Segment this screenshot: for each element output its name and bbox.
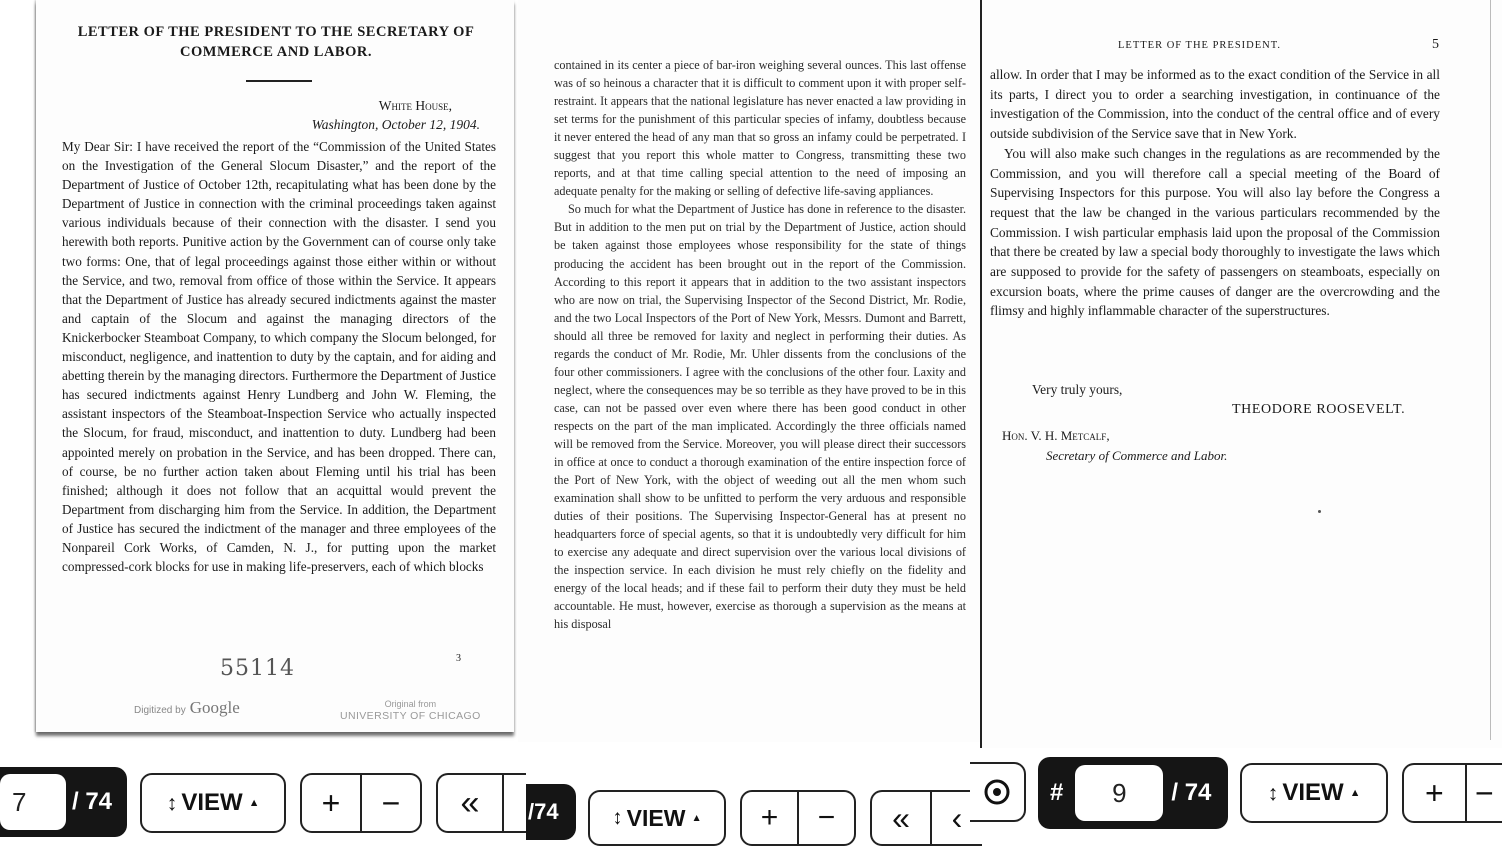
google-logo: Google [189, 698, 240, 717]
caret-up-icon: ▲ [691, 812, 702, 824]
original-source: UNIVERSITY OF CHICAGO [340, 710, 481, 722]
dateline-place: White House, [378, 98, 452, 113]
page-panel-middle [518, 0, 980, 852]
document-page [980, 0, 1502, 748]
view-label: VIEW [1282, 779, 1344, 806]
page-jump-group [436, 773, 526, 833]
hash-label: # [1050, 779, 1064, 806]
page-number: 5 [1432, 37, 1439, 52]
page-total: / 74 [1171, 779, 1212, 806]
first-page-button[interactable]: « [892, 799, 910, 836]
caret-up-icon: ▲ [1349, 787, 1361, 799]
first-page-button[interactable]: « [460, 783, 480, 822]
page-jump-group [870, 790, 982, 846]
updown-arrow-icon: ↕ [1267, 780, 1279, 805]
digitized-label: Digitized by [134, 705, 186, 716]
page-number-input[interactable] [1075, 765, 1163, 821]
zoom-in-button[interactable]: + [760, 801, 779, 834]
view-label: VIEW [181, 789, 243, 816]
view-label: VIEW [626, 804, 686, 831]
original-from-watermark [340, 698, 481, 722]
body-paragraph: So much for what the Department of Justice has done in reference to the disaster. But in addition to the men put on trial by the Department of Justice, action should be taken against those employees whose responsibility for the state of things producing the accident has been brought out in the report of the Commission. According to this report it appears that in addition to the two assistant inspectors who are now on trial, the Supervising Inspector of the Second District, Mr. Rodie, and the two Local Inspectors of the Port of New York, Messrs. Dumont and Barrett, should all three be removed for laxity and neglect in performing their duties. As regards the conduct of Mr. Rodie, Mr. Uhler dissents from the conclusions of the four other commissioners. I agree with the conclusions of the other four. Laxity and neglect, where the consequences may be so terrible as they have proved to be in this case, can not be passed over even where there has been good conduct in other respects on the part of the man implicated. Accordingly the three officials named will be removed from the Service. Moreover, you will please direct their successors in office at once to conduct a thorough examination of the entire inspection force of the Port of New York, with the object of weeding out all the men whom such examination shall show to be unfitted to perform the very arduous and responsible duties of their positions. The Supervising Inspector-General has at present no headquarters force of special agents, so that it is undoubtedly very difficult for him to exercise any adequate and direct supervision over the various local divisions of the inspection service. In each division he must rely chiefly on the fidelity and energy of the local heads; and if these fail to perform their duty they must be held accountable. He must, however, exercise as thorough a supervision as the means at his disposal [554, 202, 966, 632]
updown-arrow-icon: ↕ [612, 806, 623, 829]
page-number-input[interactable] [0, 774, 66, 830]
prev-page-button[interactable]: ‹ [930, 792, 982, 844]
page-navigator [526, 784, 576, 840]
updown-arrow-icon: ↕ [166, 790, 178, 815]
title-rule [246, 80, 312, 82]
page-number: 3 [456, 653, 461, 664]
prev-page-button[interactable] [502, 775, 524, 831]
zoom-in-button[interactable]: + [321, 784, 341, 821]
letter-title: LETTER OF THE PRESIDENT TO THE SECRETARY OF COMMERCE AND LABOR. [77, 24, 475, 60]
view-mode-button[interactable] [1240, 763, 1388, 823]
view-mode-button[interactable] [140, 773, 286, 833]
page-panel-right [980, 0, 1502, 852]
view-mode-button[interactable] [588, 790, 726, 846]
zoom-out-button[interactable]: − [797, 792, 854, 844]
dateline-date: Washington, October 12, 1904. [311, 117, 480, 132]
letter-body [990, 65, 1440, 321]
digitized-by-watermark [134, 698, 240, 718]
document-page [518, 0, 980, 742]
zoom-group [300, 773, 422, 833]
body-paragraph: allow. In order that I may be informed as to the exact condition of the Service in all its parts, I direct you to order a searching investigation, in continuance of the investigation of the Commission, into the conduct of the central office and of every outside subdivision of the Service save that in New York. [990, 67, 1440, 142]
zoom-out-button[interactable]: − [1465, 765, 1502, 821]
letter-body [554, 56, 966, 634]
original-label: Original from [384, 699, 437, 709]
zoom-in-button[interactable]: + [1425, 774, 1444, 811]
library-stamp: 55114 [220, 656, 295, 681]
addressee-title: Secretary of Commerce and Labor. [1046, 448, 1228, 463]
zoom-group [1402, 763, 1502, 823]
zoom-group [740, 790, 856, 846]
letter-body [62, 137, 496, 576]
letter-signature: THEODORE ROOSEVELT. [1232, 402, 1406, 417]
page-total: /74 [528, 799, 559, 824]
page-edge [1490, 0, 1491, 740]
document-page [36, 0, 514, 732]
zoom-out-button[interactable]: − [360, 775, 420, 831]
page-total: / 74 [72, 788, 113, 815]
body-paragraph: My Dear Sir: I have received the report of the “Commission of the United States on the Investigation of the General Slocum Disaster,” and the report of the Department of Justice of October 12th, recapitulating what has been done by the Department of Justice in connection with the criminal proceedings taken against various individuals because of their connection with the disaster. I send you herewith both reports. Punitive action by the Government can of course only take two forms: One, that of legal proceedings against those either within or without the Service, and two, removal from office of those within the Service. It appears that the Department of Justice has already secured indictments against the master and captain of the Slocum and against the managing directors of the Knickerbocker Steamboat Company, to which company the Slocum belonged, for misconduct, negligence, and inattention to duty by the captain, and for aiding and abetting therein by the managing directors. Furthermore the Department of Justice has secured indictments against Henry Lundberg and John W. Fleming, the assistant inspectors of the Steamboat-Inspection Service who actually inspected the Slocum, for fraud, misconduct, and inattention to duty. Lundberg had been appointed merely on probation in the Service, and has been dropped. There can, of course, be no further action taken about Fleming until his trial has been finished; although it does not follow that an acquittal would prevent the Department from discharging him from the Service. In addition, the Department of Justice has secured the indictment of the manager and three employees of the Nonpareil Cork Works, of Camden, N. J., for putting upon the market compressed-cork blocks for use in making life-preservers, each of which blocks [62, 139, 496, 575]
caret-up-icon: ▲ [248, 797, 260, 809]
body-paragraph: You will also make such changes in the regulations as are recommended by the Commission, and you will therefore call a special meeting of the Board of Supervising Inspectors for this purpose. You will also lay before the Congress a request that the law be changed in the various particulars recommended by the Commission. I wish particular emphasis laid upon the proposal of the Commission that there be created by law a special body thoroughly to investigate the laws which are supposed to provide for the safety of passengers on steamboats, especially on excursion boats, where the prime causes of danger are the overcrowding and the flimsy and highly inflammable character of the superstructures. [990, 145, 1440, 319]
page-panel-left [0, 0, 518, 852]
page-navigator [0, 767, 127, 837]
running-head: LETTER OF THE PRESIDENT. [1118, 40, 1282, 51]
page-navigator [1038, 757, 1228, 829]
eye-button[interactable] [970, 762, 1026, 822]
scan-speck [1318, 510, 1321, 513]
letter-closing: Very truly yours, [1032, 382, 1123, 397]
addressee-name: Hon. V. H. Metcalf, [1002, 428, 1110, 443]
eye-icon [984, 779, 1010, 805]
body-paragraph: contained in its center a piece of bar-iron weighing several ounces. This last offense was of so heinous a character that it is difficult to comment upon it with proper self-restraint. It appears that the national legislature has never enacted a law providing in set terms for the punishment of this particular species of infamy, doubtless because it never entered the head of any man that so gross an infamy could be perpetrated. I suggest that you report this whole matter to Congress, transmitting these two reports, and at that time calling special attention to the need of imposing an adequate penalty for the making or selling of defective life-saving appliances. [554, 58, 966, 199]
